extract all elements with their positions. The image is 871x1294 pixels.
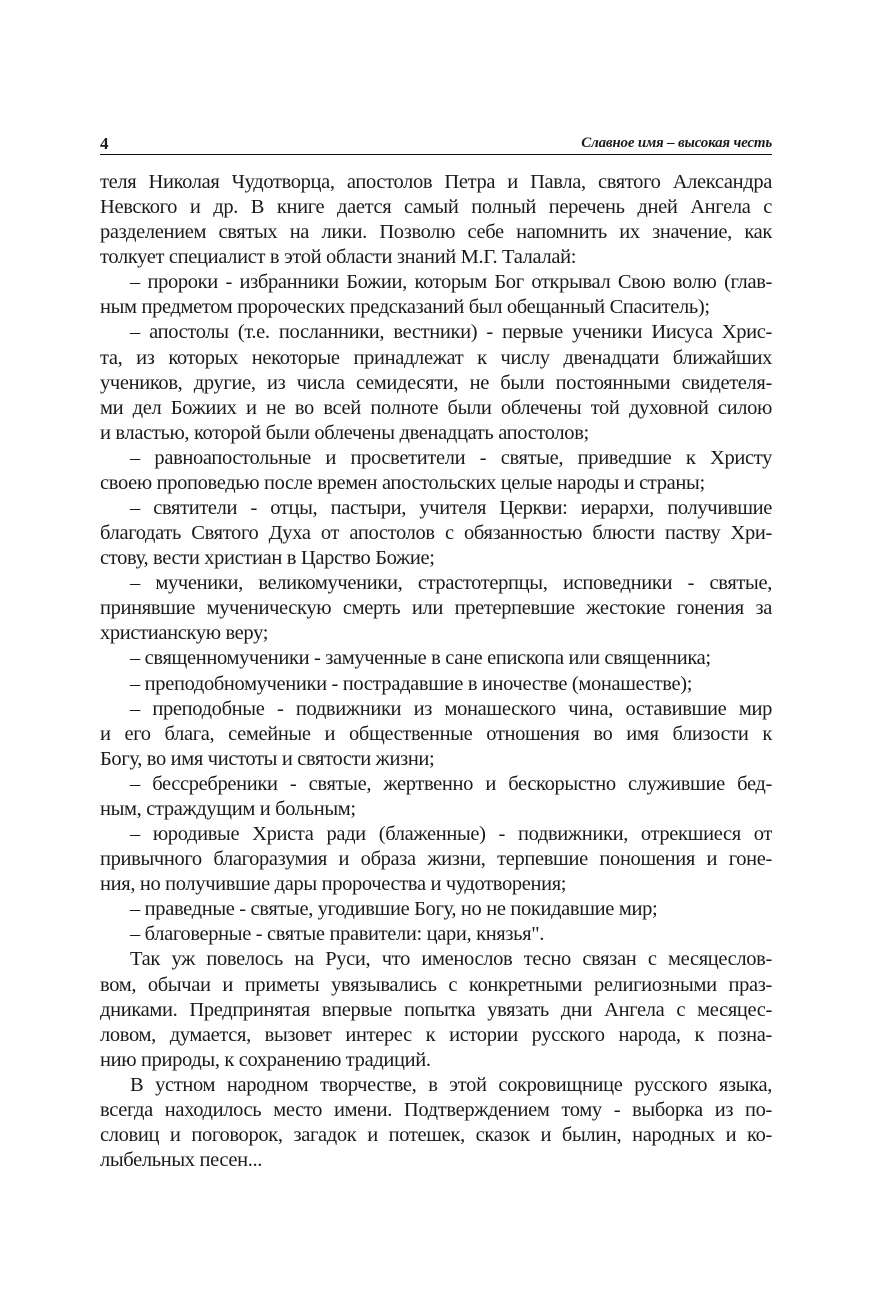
text-line: лыбельных песен... (100, 1149, 263, 1172)
list-item-line: – равноапостольные и просветители - святые, приведшие к Христу (130, 446, 772, 469)
text-line: толкует специалист в этой области знаний М.Г. Талалай: (100, 246, 577, 269)
running-header (100, 132, 772, 155)
page-body-text (100, 170, 772, 1173)
text-line: вом, обычаи и приметы увязывались с конкретными религиозными праз- (100, 973, 772, 996)
text-line: принявшие мученическую смерть или претерпевшие жестокие гонения за (100, 597, 772, 620)
text-line: и его блага, семейные и общественные отношения во имя близости к (100, 722, 772, 745)
paragraph-line: В устном народном творчестве, в этой сокровищнице русского языка, (130, 1073, 772, 1096)
text-line: всегда находилось место имени. Подтверждением тому - выборка из по- (100, 1098, 772, 1121)
list-item-line: – пророки - избранники Божии, которым Бог открывал Свою волю (глав- (130, 271, 772, 294)
list-item-line: – апостолы (т.е. посланники, вестники) - первые ученики Иисуса Хрис- (130, 321, 772, 344)
text-line: словиц и поговорок, загадок и потешек, сказок и былин, народных и ко- (100, 1123, 772, 1146)
text-line: ным предметом пророческих предсказаний был обещанный Спаситель); (100, 296, 710, 319)
text-line: благодать Святого Духа от апостолов с обязанностью блюсти паству Хри- (100, 522, 772, 545)
text-line: ния, но получившие дары пророчества и чудотворения; (100, 873, 567, 896)
text-line: разделением святых на лики. Позволю себе напомнить их значение, как (100, 221, 772, 244)
text-line: Невского и др. В книге дается самый полный перечень дней Ангела с (100, 196, 772, 219)
text-line: нию природы, к сохранению традиций. (100, 1048, 431, 1071)
text-line: ми дел Божиих и не во всей полноте были облечены той духовной силою (100, 396, 772, 419)
text-line: та, из которых некоторые принадлежат к числу двенадцати ближайших (100, 346, 772, 369)
text-line: привычного благоразумия и образа жизни, терпевшие поношения и гоне- (100, 848, 772, 871)
text-line: теля Николая Чудотворца, апостолов Петра и Павла, святого Александра (100, 171, 772, 193)
paragraph-line: Так уж повелось на Руси, что именослов тесно связан с месяцеслов- (130, 948, 772, 971)
list-item-line: – бессребреники - святые, жертвенно и бескорыстно служившие бед- (130, 772, 772, 795)
list-item-line: – праведные - святые, угодившие Богу, но не покидавшие мир; (130, 898, 658, 921)
list-item-line: – священномученики - замученные в сане епископа или священника; (130, 647, 711, 670)
list-item-line: – преподобные - подвижники из монашеского чина, оставившие мир (130, 697, 772, 720)
list-item-line: – мученики, великомученики, страстотерпцы, исповедники - святые, (130, 572, 772, 595)
text-line: Богу, во имя чистоты и святости жизни; (100, 747, 435, 770)
list-item-line: – святители - отцы, пастыри, учителя Церкви: иерархи, получившие (130, 497, 772, 520)
text-line: христианскую веру; (100, 622, 269, 645)
text-line: ловом, думается, вызовет интерес к истории русского народа, к позна- (100, 1023, 772, 1046)
text-line: стову, вести христиан в Царство Божие; (100, 547, 435, 570)
list-item-line: – преподобномученики - пострадавшие в иночестве (монашестве); (130, 672, 693, 695)
running-title: Славное имя – высокая честь (581, 135, 772, 151)
text-line: учеников, другие, из числа семидесяти, не были постоянными свидетеля- (100, 371, 772, 394)
list-item-line: – благоверные - святые правители: цари, князья". (130, 923, 545, 946)
text-line: ным, страждущим и больным; (100, 797, 356, 820)
page-number: 4 (100, 134, 109, 153)
list-item-line: – юродивые Христа ради (блаженные) - подвижники, отрекшиеся от (130, 823, 772, 846)
text-line: дниками. Предпринятая впервые попытка увязать дни Ангела с месяцес- (100, 998, 772, 1021)
text-line: и властью, которой были облечены двенадцать апостолов; (100, 421, 589, 444)
text-line: своею проповедью после времен апостольских целые народы и страны; (100, 471, 705, 494)
